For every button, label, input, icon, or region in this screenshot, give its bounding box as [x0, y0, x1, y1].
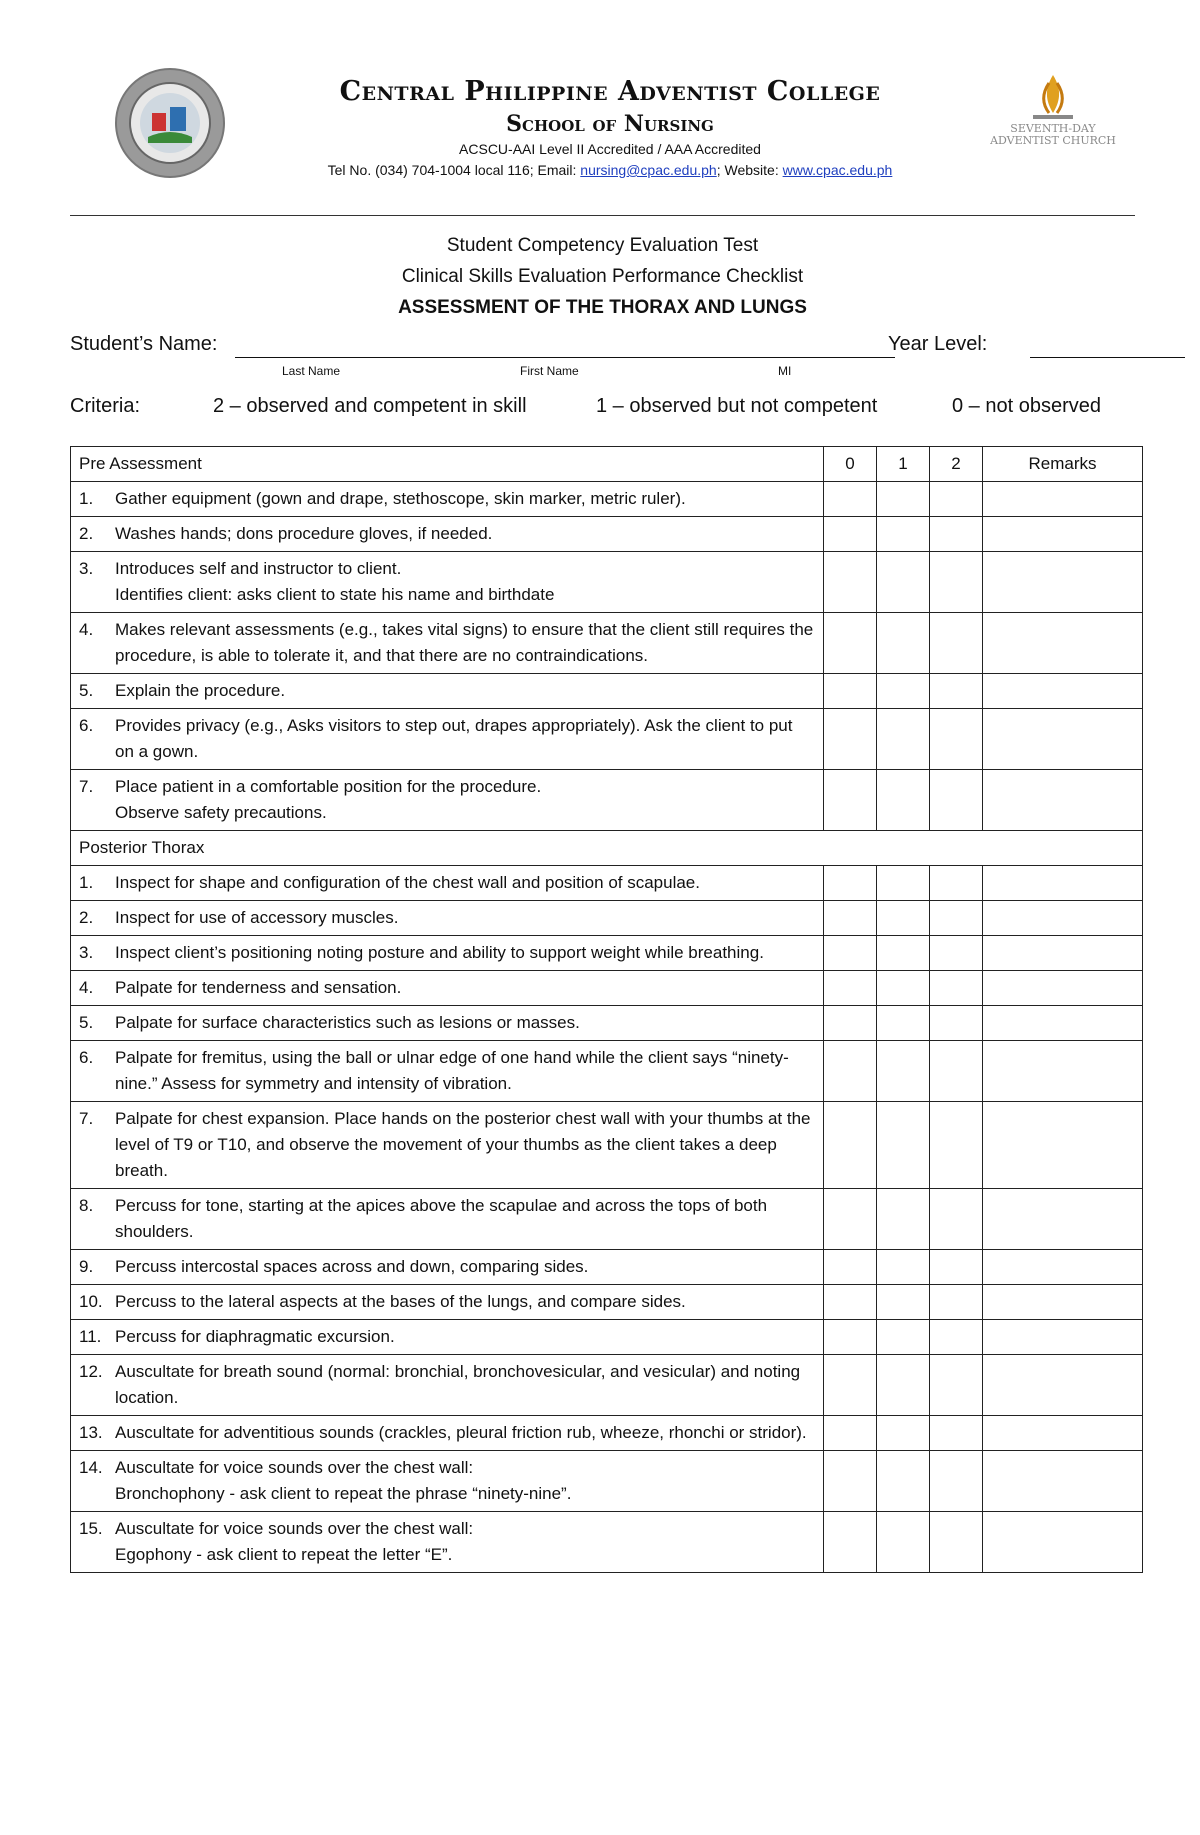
score-2-cell[interactable]	[930, 1416, 983, 1451]
item-number: 7.	[79, 777, 94, 796]
score-2-cell[interactable]	[930, 936, 983, 971]
score-0-cell[interactable]	[824, 1189, 877, 1250]
item-cell	[71, 613, 824, 674]
score-1-cell[interactable]	[877, 552, 930, 613]
item-cell	[71, 1320, 824, 1355]
item-cell	[71, 709, 824, 770]
score-2-cell[interactable]	[930, 1250, 983, 1285]
item-number: 6.	[79, 1048, 94, 1067]
score-0-cell[interactable]	[824, 770, 877, 831]
score-1-cell[interactable]	[877, 1355, 930, 1416]
score-1-cell[interactable]	[877, 709, 930, 770]
score-1-cell[interactable]	[877, 1006, 930, 1041]
score-2-cell[interactable]	[930, 971, 983, 1006]
score-2-cell[interactable]	[930, 1285, 983, 1320]
item-number: 2.	[79, 908, 94, 927]
score-2-cell[interactable]	[930, 517, 983, 552]
score-1-cell[interactable]	[877, 971, 930, 1006]
item-text: Percuss intercostal spaces across and down, comparing sides.	[115, 1257, 589, 1276]
item-cell	[71, 866, 824, 901]
table-row	[71, 1512, 1143, 1573]
item-text: Percuss for diaphragmatic excursion.	[115, 1327, 395, 1346]
name-sub-labels	[70, 364, 1135, 380]
score-1-cell[interactable]	[877, 1285, 930, 1320]
item-cell	[71, 482, 824, 517]
item-cell	[71, 517, 824, 552]
item-number: 6.	[79, 716, 94, 735]
item-cell	[71, 1041, 824, 1102]
remarks-cell[interactable]	[983, 552, 1143, 613]
letterhead	[70, 55, 1135, 215]
year-level-field[interactable]	[1030, 357, 1185, 358]
document-titles	[70, 230, 1135, 323]
first-name-label: First Name	[520, 364, 579, 378]
item-text: Gather equipment (gown and drape, stethoscope, skin marker, metric ruler).	[115, 489, 686, 508]
criteria-2: 2 – observed and competent in skill	[213, 395, 527, 417]
item-number: 9.	[79, 1257, 94, 1276]
item-cell	[71, 770, 824, 831]
item-cell	[71, 971, 824, 1006]
item-text: Inspect for use of accessory muscles.	[115, 908, 399, 927]
adventist-church-logo	[1003, 69, 1103, 169]
score-0-cell[interactable]	[824, 1041, 877, 1102]
score-1-cell[interactable]	[877, 674, 930, 709]
score-0-cell[interactable]	[824, 674, 877, 709]
email-link[interactable]: nursing@cpac.edu.ph	[580, 162, 717, 178]
score-0-header: 0	[824, 447, 877, 482]
website-link[interactable]: www.cpac.edu.ph	[782, 162, 893, 178]
score-0-cell[interactable]	[824, 1320, 877, 1355]
table-row	[71, 709, 1143, 770]
score-0-cell[interactable]	[824, 971, 877, 1006]
table-row	[71, 971, 1143, 1006]
score-2-cell[interactable]	[930, 1355, 983, 1416]
student-info-row	[70, 333, 1135, 363]
score-2-cell[interactable]	[930, 1041, 983, 1102]
score-1-cell[interactable]	[877, 1320, 930, 1355]
school-name: School of Nursing	[506, 111, 714, 137]
remarks-cell[interactable]	[983, 866, 1143, 901]
score-1-header: 1	[877, 447, 930, 482]
score-2-cell[interactable]	[930, 1102, 983, 1189]
item-text: Palpate for surface characteristics such as lesions or masses.	[115, 1013, 580, 1032]
score-1-cell[interactable]	[877, 613, 930, 674]
header-divider	[70, 215, 1135, 216]
item-number: 1.	[79, 873, 94, 892]
table-row	[71, 1006, 1143, 1041]
item-text: Inspect client’s positioning noting posture and ability to support weight while breathing.	[115, 943, 764, 962]
title-line-2: Clinical Skills Evaluation Performance Checklist	[401, 266, 804, 287]
score-1-cell[interactable]	[877, 1102, 930, 1189]
accreditation: ACSCU-AAI Level II Accredited / AAA Accredited	[459, 141, 761, 157]
item-text: Auscultate for adventitious sounds (crackles, pleural friction rub, wheeze, rhonchi or stridor).	[115, 1423, 807, 1442]
score-0-cell[interactable]	[824, 613, 877, 674]
table-row	[71, 517, 1143, 552]
item-cell	[71, 1416, 824, 1451]
item-text: Auscultate for voice sounds over the chest wall: Bronchophony - ask client to repeat the phrase “ninety-nine”.	[115, 1458, 572, 1503]
score-2-cell[interactable]	[930, 1451, 983, 1512]
item-text: Inspect for shape and configuration of the chest wall and position of scapulae.	[115, 873, 700, 892]
remarks-cell[interactable]	[983, 1285, 1143, 1320]
score-2-cell[interactable]	[930, 674, 983, 709]
score-2-cell[interactable]	[930, 613, 983, 674]
score-1-cell[interactable]	[877, 901, 930, 936]
remarks-cell[interactable]	[983, 613, 1143, 674]
score-0-cell[interactable]	[824, 1250, 877, 1285]
college-name: Central Philippine Adventist College	[339, 76, 881, 107]
item-number: 14.	[79, 1458, 103, 1477]
table-row	[71, 1102, 1143, 1189]
website-label: ; Website:	[716, 162, 783, 178]
item-text: Place patient in a comfortable position for the procedure. Observe safety precautions.	[115, 777, 542, 822]
score-2-cell[interactable]	[930, 1006, 983, 1041]
student-name-field[interactable]	[235, 357, 895, 358]
item-number: 5.	[79, 1013, 94, 1032]
score-0-cell[interactable]	[824, 482, 877, 517]
table-row	[71, 1416, 1143, 1451]
score-2-cell[interactable]	[930, 901, 983, 936]
score-2-cell[interactable]	[930, 770, 983, 831]
score-0-cell[interactable]	[824, 552, 877, 613]
checklist-body	[71, 447, 1143, 1573]
score-0-cell[interactable]	[824, 1102, 877, 1189]
criteria-row	[70, 395, 1135, 425]
score-0-cell[interactable]	[824, 709, 877, 770]
remarks-cell[interactable]	[983, 1250, 1143, 1285]
score-2-cell[interactable]	[930, 1320, 983, 1355]
table-row	[71, 770, 1143, 831]
item-cell	[71, 1512, 824, 1573]
item-text: Explain the procedure.	[115, 681, 286, 700]
item-text: Percuss to the lateral aspects at the bases of the lungs, and compare sides.	[115, 1292, 686, 1311]
criteria-label: Criteria:	[70, 395, 141, 417]
item-text: Palpate for tenderness and sensation.	[115, 978, 402, 997]
score-0-cell[interactable]	[824, 1285, 877, 1320]
contact-line	[230, 160, 990, 181]
item-number: 1.	[79, 489, 94, 508]
criteria-0: 0 – not observed	[952, 395, 1101, 417]
remarks-cell[interactable]	[983, 971, 1143, 1006]
score-0-cell[interactable]	[824, 1512, 877, 1573]
item-cell	[71, 1006, 824, 1041]
table-row	[71, 674, 1143, 709]
score-0-cell[interactable]	[824, 901, 877, 936]
item-number: 5.	[79, 681, 94, 700]
score-2-cell[interactable]	[930, 709, 983, 770]
mi-label: MI	[778, 364, 792, 378]
item-text: Washes hands; dons procedure gloves, if needed.	[115, 524, 493, 543]
cpac-seal-icon	[114, 67, 226, 179]
table-row	[71, 1250, 1143, 1285]
item-number: 3.	[79, 943, 94, 962]
remarks-cell[interactable]	[983, 1416, 1143, 1451]
remarks-cell[interactable]	[983, 1451, 1143, 1512]
item-text: Percuss for tone, starting at the apices above the scapulae and across the tops of both shoulders.	[115, 1196, 768, 1241]
title-line-1: Student Competency Evaluation Test	[446, 235, 759, 256]
score-1-cell[interactable]	[877, 866, 930, 901]
table-row	[71, 1041, 1143, 1102]
score-1-cell[interactable]	[877, 1451, 930, 1512]
item-number: 8.	[79, 1196, 94, 1215]
item-cell	[71, 1189, 824, 1250]
item-text: Palpate for chest expansion. Place hands on the posterior chest wall with your thumbs at the level of T9 or T10, and observe the movement of your thumbs as the client takes a deep breath.	[115, 1109, 811, 1180]
title-line-3: ASSESSMENT OF THE THORAX AND LUNGS	[398, 297, 807, 318]
score-0-cell[interactable]	[824, 1416, 877, 1451]
remarks-cell[interactable]	[983, 517, 1143, 552]
table-row	[71, 1285, 1143, 1320]
section-row	[71, 831, 1143, 866]
remarks-cell[interactable]	[983, 482, 1143, 517]
item-cell	[71, 936, 824, 971]
remarks-cell[interactable]	[983, 1512, 1143, 1573]
item-number: 11.	[79, 1327, 102, 1346]
score-1-cell[interactable]	[877, 1041, 930, 1102]
remarks-header: Remarks	[983, 447, 1143, 482]
item-cell	[71, 1102, 824, 1189]
remarks-cell[interactable]	[983, 936, 1143, 971]
score-1-cell[interactable]	[877, 1512, 930, 1573]
item-cell	[71, 552, 824, 613]
item-cell	[71, 1451, 824, 1512]
student-name-label: Student’s Name:	[70, 333, 218, 355]
score-1-cell[interactable]	[877, 936, 930, 971]
score-1-cell[interactable]	[877, 517, 930, 552]
item-number: 15.	[79, 1519, 103, 1538]
item-number: 2.	[79, 524, 94, 543]
score-2-header: 2	[930, 447, 983, 482]
score-2-cell[interactable]	[930, 1189, 983, 1250]
remarks-cell[interactable]	[983, 1006, 1143, 1041]
table-row	[71, 1320, 1143, 1355]
item-text: Makes relevant assessments (e.g., takes vital signs) to ensure that the client still requires the procedure, is able to tolerate it, and that there are no contraindications.	[115, 620, 814, 665]
remarks-cell[interactable]	[983, 674, 1143, 709]
item-text: Palpate for fremitus, using the ball or ulnar edge of one hand while the client says “ninety-nine.” Assess for symmetry and intensity of vibration.	[115, 1048, 789, 1093]
item-text: Introduces self and instructor to client. Identifies client: asks client to state his name and birthdate	[115, 559, 555, 604]
item-number: 12.	[79, 1362, 103, 1381]
item-cell	[71, 901, 824, 936]
remarks-cell[interactable]	[983, 1102, 1143, 1189]
table-row	[71, 1355, 1143, 1416]
score-0-cell[interactable]	[824, 866, 877, 901]
remarks-cell[interactable]	[983, 1320, 1143, 1355]
pre-assessment-header: Pre Assessment	[71, 447, 824, 482]
score-1-cell[interactable]	[877, 770, 930, 831]
table-header-row	[71, 447, 1143, 482]
remarks-cell[interactable]	[983, 1041, 1143, 1102]
remarks-cell[interactable]	[983, 709, 1143, 770]
table-row	[71, 1189, 1143, 1250]
score-0-cell[interactable]	[824, 1355, 877, 1416]
table-row	[71, 901, 1143, 936]
score-2-cell[interactable]	[930, 552, 983, 613]
item-cell	[71, 1355, 824, 1416]
score-0-cell[interactable]	[824, 936, 877, 971]
table-row	[71, 866, 1143, 901]
item-text: Auscultate for breath sound (normal: bronchial, bronchovesicular, and vesicular) and noting location.	[115, 1362, 801, 1407]
item-number: 4.	[79, 620, 94, 639]
checklist-table	[70, 446, 1143, 1573]
item-text: Auscultate for voice sounds over the chest wall: Egophony - ask client to repeat the letter “E”.	[115, 1519, 474, 1564]
posterior-thorax-header: Posterior Thorax	[71, 831, 1143, 866]
score-0-cell[interactable]	[824, 1006, 877, 1041]
item-number: 3.	[79, 559, 94, 578]
table-row	[71, 552, 1143, 613]
item-text: Provides privacy (e.g., Asks visitors to step out, drapes appropriately). Ask the client to put on a gown.	[115, 716, 793, 761]
score-1-cell[interactable]	[877, 482, 930, 517]
tel-text: Tel No. (034) 704-1004 local 116; Email:	[327, 162, 581, 178]
remarks-cell[interactable]	[983, 901, 1143, 936]
score-1-cell[interactable]	[877, 1416, 930, 1451]
criteria-1: 1 – observed but not competent	[596, 395, 878, 417]
score-2-cell[interactable]	[930, 866, 983, 901]
item-cell	[71, 1250, 824, 1285]
table-row	[71, 936, 1143, 971]
item-cell	[71, 1285, 824, 1320]
adventist-logo-text: SEVENTH-DAY ADVENTIST CHURCH	[990, 122, 1116, 147]
score-2-cell[interactable]	[930, 482, 983, 517]
score-0-cell[interactable]	[824, 517, 877, 552]
item-number: 13.	[79, 1423, 103, 1442]
score-1-cell[interactable]	[877, 1250, 930, 1285]
score-0-cell[interactable]	[824, 1451, 877, 1512]
item-number: 7.	[79, 1109, 94, 1128]
table-row	[71, 613, 1143, 674]
item-number: 10.	[79, 1292, 103, 1311]
letterhead-text	[230, 75, 990, 181]
item-cell	[71, 674, 824, 709]
score-1-cell[interactable]	[877, 1189, 930, 1250]
score-2-cell[interactable]	[930, 1512, 983, 1573]
last-name-label: Last Name	[282, 364, 341, 378]
remarks-cell[interactable]	[983, 1355, 1143, 1416]
item-number: 4.	[79, 978, 94, 997]
table-row	[71, 1451, 1143, 1512]
table-row	[71, 482, 1143, 517]
remarks-cell[interactable]	[983, 1189, 1143, 1250]
remarks-cell[interactable]	[983, 770, 1143, 831]
year-level-label: Year Level:	[888, 333, 988, 355]
